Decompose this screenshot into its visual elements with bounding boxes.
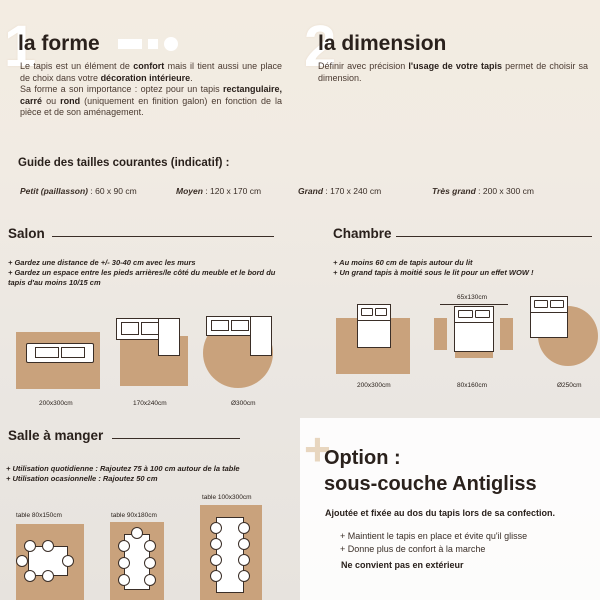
salon-title: Salon bbox=[8, 226, 45, 241]
caption-salon-round: Ø300cm bbox=[231, 400, 256, 407]
bed-icon-3 bbox=[530, 296, 568, 338]
chair-icon bbox=[210, 522, 222, 534]
chair-icon bbox=[210, 538, 222, 550]
option-benefits: + Maintient le tapis en place et évite qu'il glisse + Donne plus de confort à la marche bbox=[340, 531, 528, 554]
chair-icon bbox=[62, 555, 74, 567]
step-number-2: 2 bbox=[304, 14, 337, 79]
bed-icon bbox=[357, 304, 391, 348]
chambre-title: Chambre bbox=[333, 226, 392, 241]
guide-size-grand: Grand : 170 x 240 cm bbox=[298, 186, 382, 196]
square-shape-icon bbox=[148, 39, 158, 49]
sofa-chaise-icon bbox=[158, 318, 180, 356]
dimension-line bbox=[440, 304, 508, 305]
chair-icon bbox=[42, 570, 54, 582]
shape-icons bbox=[118, 36, 278, 52]
caption-chambre-side: 65x130cm bbox=[457, 294, 487, 301]
caption-table-1: table 80x150cm bbox=[16, 512, 62, 519]
chair-icon bbox=[144, 574, 156, 586]
caption-salon-square: 170x240cm bbox=[133, 400, 167, 407]
caption-salon-rectangle: 200x300cm bbox=[39, 400, 73, 407]
caption-chambre-large: 200x300cm bbox=[357, 382, 391, 389]
caption-table-2: table 90x180cm bbox=[111, 512, 157, 519]
chair-icon bbox=[238, 522, 250, 534]
chair-icon bbox=[144, 557, 156, 569]
salon-tips: + Gardez une distance de +/- 30-40 cm avec les murs + Gardez un espace entre les pieds arrières/le côté du meuble et le bord du tapis d'au moins 10/15 cm bbox=[8, 258, 276, 287]
chambre-divider bbox=[396, 236, 592, 237]
step-number-1: 1 bbox=[4, 14, 37, 79]
chair-icon bbox=[131, 527, 143, 539]
guide-size-petit: Petit (paillasson) : 60 x 90 cm bbox=[20, 186, 137, 196]
option-note: Ne convient pas en extérieur bbox=[341, 560, 464, 570]
salle-divider bbox=[112, 438, 240, 439]
forme-paragraph: Le tapis est un élément de confort mais il tient aussi une place de choix dans votre décoration intérieure. Sa forme a son importance : optez pour un tapis rectangulaire, carré ou rond (uniquement en finition galon) en fonction de la pièce et de son aménagement. bbox=[20, 61, 282, 117]
salle-title: Salle à manger bbox=[8, 428, 104, 443]
guide-size-tres-grand: Très grand : 200 x 300 cm bbox=[432, 186, 534, 196]
dimension-paragraph: Définir avec précision l'usage de votre tapis permet de choisir sa dimension. bbox=[318, 61, 588, 83]
caption-chambre-foot: 80x160cm bbox=[457, 382, 487, 389]
salon-rug-rectangle bbox=[16, 332, 100, 389]
chair-icon bbox=[144, 540, 156, 552]
chair-icon bbox=[238, 570, 250, 582]
bedside-rug-right bbox=[500, 318, 513, 350]
chair-icon bbox=[210, 554, 222, 566]
chair-icon bbox=[24, 540, 36, 552]
forme-title: la forme bbox=[18, 32, 100, 55]
caption-table-3: table 100x300cm bbox=[202, 494, 252, 501]
chair-icon bbox=[238, 538, 250, 550]
option-product-title: sous-couche Antigliss bbox=[324, 473, 537, 495]
sofa-icon bbox=[26, 343, 94, 363]
chair-icon bbox=[16, 555, 28, 567]
chair-icon bbox=[118, 540, 130, 552]
guide-title: Guide des tailles courantes (indicatif) : bbox=[18, 157, 230, 169]
salle-tips: + Utilisation quotidienne : Rajoutez 75 à 100 cm autour de la table + Utilisation ocasionnelle : Rajoutez 50 cm bbox=[6, 464, 240, 483]
chair-icon bbox=[210, 570, 222, 582]
plus-icon: + bbox=[304, 423, 331, 475]
bedside-rug-left bbox=[434, 318, 447, 350]
rectangle-shape-icon bbox=[118, 39, 142, 49]
guide-size-moyen: Moyen : 120 x 170 cm bbox=[176, 186, 262, 196]
round-sofa-chaise-icon bbox=[250, 316, 272, 356]
option-subtitle: Ajoutée et fixée au dos du tapis lors de sa confection. bbox=[325, 508, 556, 518]
salon-divider bbox=[52, 236, 274, 237]
chair-icon bbox=[238, 554, 250, 566]
chair-icon bbox=[42, 540, 54, 552]
dimension-title: la dimension bbox=[318, 32, 447, 55]
chair-icon bbox=[118, 574, 130, 586]
circle-shape-icon bbox=[164, 37, 178, 51]
bed-icon-2 bbox=[454, 306, 494, 352]
chambre-tips: + Au moins 60 cm de tapis autour du lit + Un grand tapis à moitié sous le lit pour un effet WOW ! bbox=[333, 258, 534, 277]
option-title: Option : bbox=[324, 447, 401, 469]
chair-icon bbox=[118, 557, 130, 569]
chair-icon bbox=[24, 570, 36, 582]
caption-chambre-round: Ø250cm bbox=[557, 382, 582, 389]
